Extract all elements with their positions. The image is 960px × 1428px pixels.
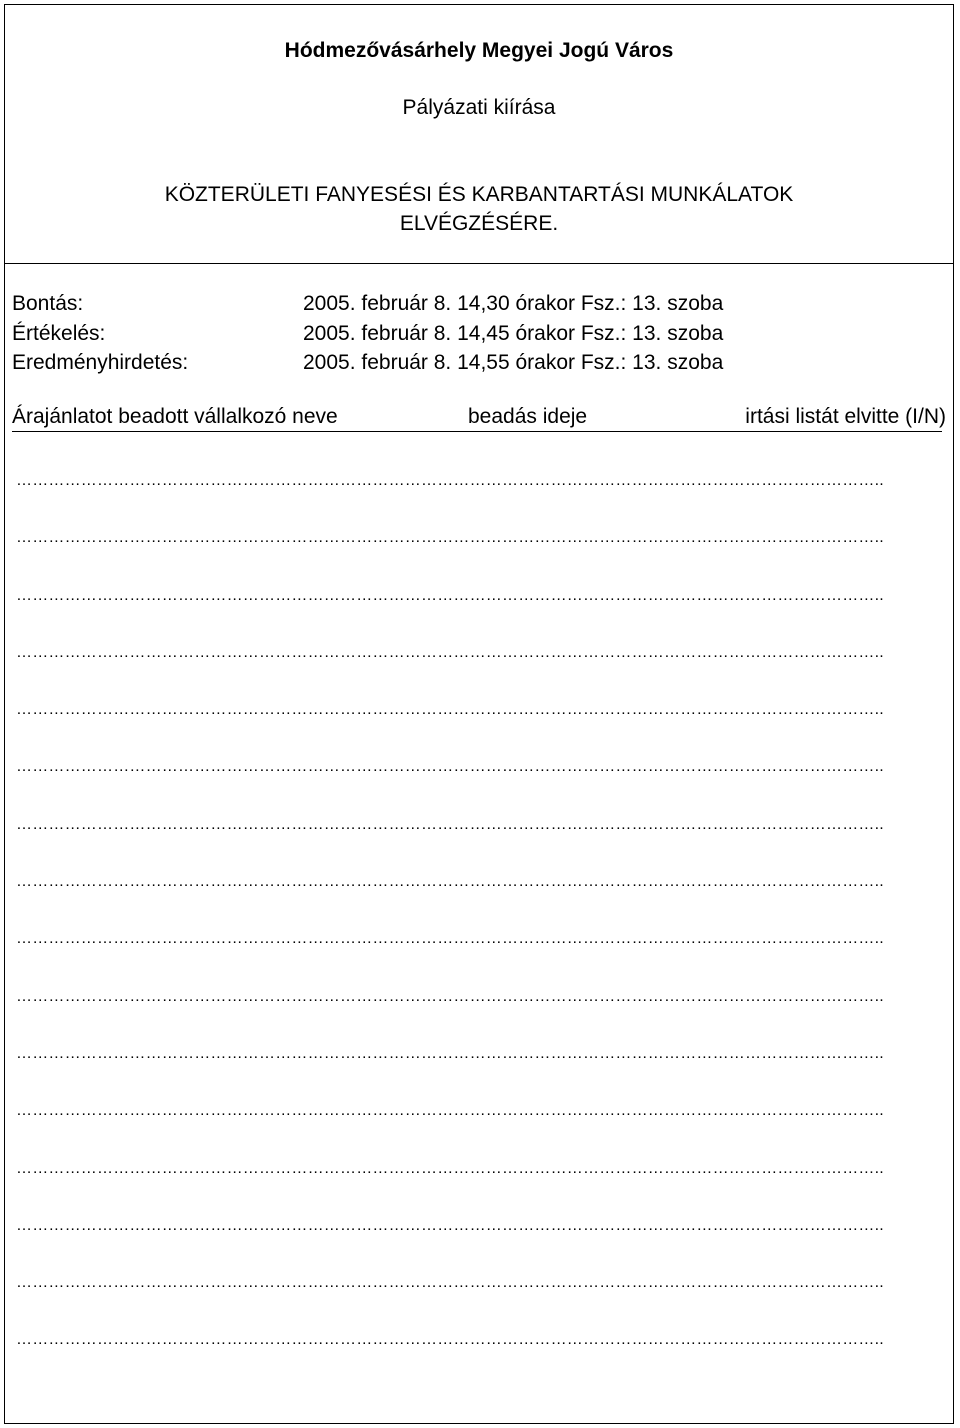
document-title [5,180,953,238]
blank-entry-line: …………………………………………………………………………………………………………………………………………….. [16,586,884,604]
schedule-value: 2005. február 8. 14,55 órakor Fsz.: 13. szoba [303,351,724,374]
blank-entry-line: …………………………………………………………………………………………………………………………………………….. [16,873,884,891]
blank-entry-line: …………………………………………………………………………………………………………………………………………….. [16,758,884,776]
schedule-label: Eredményhirdetés: [12,351,189,374]
blank-entry-line: …………………………………………………………………………………………………………………………………………….. [16,1044,884,1062]
schedule-row-evaluation [12,319,942,349]
schedule-row-announcement [12,348,942,378]
blank-entry-line: …………………………………………………………………………………………………………………………………………….. [16,987,884,1005]
blank-entry-line: …………………………………………………………………………………………………………………………………………….. [16,701,884,719]
bidder-table-header [12,403,946,432]
blank-entry-line: …………………………………………………………………………………………………………………………………………….. [16,643,884,661]
blank-entry-line: …………………………………………………………………………………………………………………………………………….. [16,815,884,833]
column-header-submission-time: beadás ideje [468,405,588,428]
blank-entry-line: …………………………………………………………………………………………………………………………………………….. [16,1331,884,1349]
blank-entry-line: …………………………………………………………………………………………………………………………………………….. [16,529,884,547]
schedule-list [12,289,942,378]
schedule-value: 2005. február 8. 14,45 órakor Fsz.: 13. szoba [303,321,724,345]
blank-entry-line: …………………………………………………………………………………………………………………………………………….. [16,1159,884,1177]
column-header-list-taken: irtási listát elvitte (I/N) [745,405,946,428]
schedule-row-opening [12,289,942,319]
document-title-line-2: ELVÉGZÉSÉRE. [399,212,559,235]
blank-entry-line: …………………………………………………………………………………………………………………………………………….. [16,1102,884,1120]
column-header-bidder-name: Árajánlatot beadott vállalkozó neve [12,405,338,428]
document-title-line-1: KÖZTERÜLETI FANYESÉSI ÉS KARBANTARTÁSI MUNKÁLATOK [164,183,794,206]
title-box [5,5,953,264]
blank-entry-line: …………………………………………………………………………………………………………………………………………….. [16,472,884,489]
document-subtitle: Pályázati kiírása [402,96,556,119]
blank-entry-lines [16,466,944,1383]
schedule-value: 2005. február 8. 14,30 órakor Fsz.: 13. szoba [303,292,724,315]
blank-entry-line: …………………………………………………………………………………………………………………………………………….. [16,930,884,948]
schedule-label: Értékelés: [12,321,106,345]
blank-entry-line: …………………………………………………………………………………………………………………………………………….. [16,1216,884,1234]
blank-entry-line: …………………………………………………………………………………………………………………………………………….. [16,1274,884,1292]
schedule-label: Bontás: [12,292,84,315]
city-name: Hódmezővásárhely Megyei Jogú Város [284,39,674,62]
